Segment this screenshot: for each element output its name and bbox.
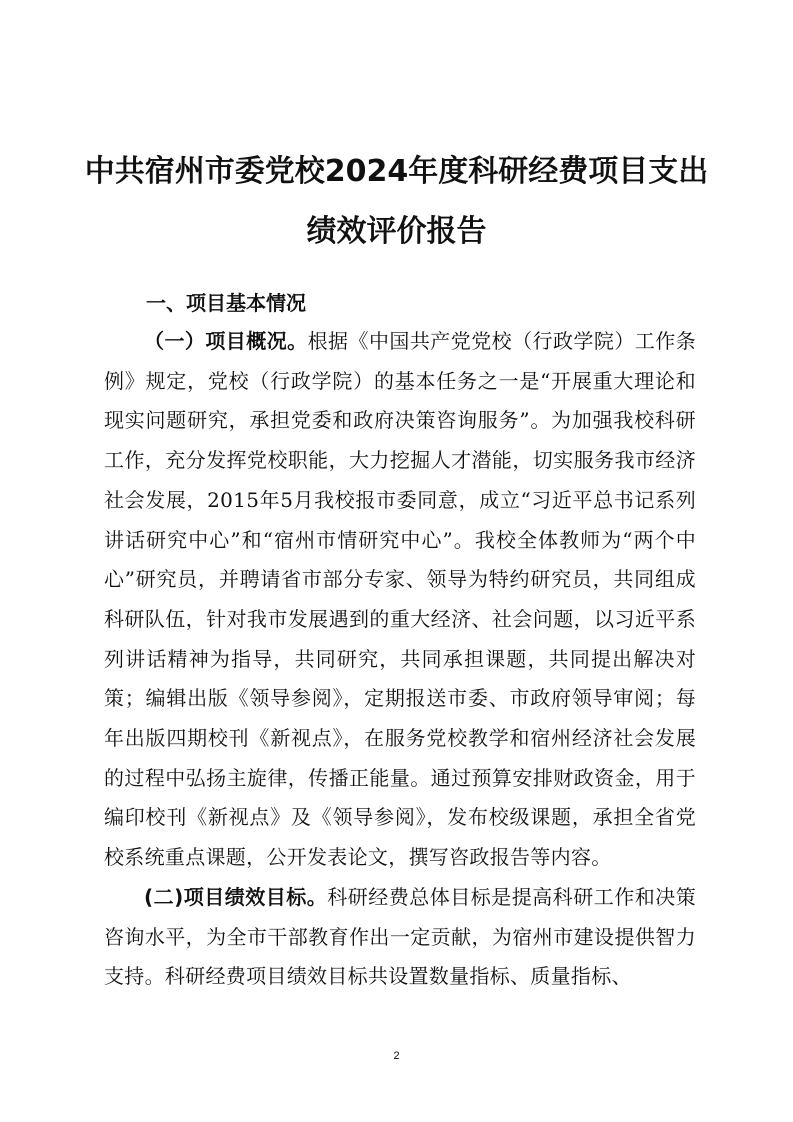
- paragraph-text: 根据《中国共产党党校（行政学院）工作条例》规定，党校（行政学院）的基本任务之一是“开展重大理论和现实问题研究，承担党委和政府决策咨询服务”。为加强我校科研工作，充分发挥党校职能，大力挖掘人才潜能，切实服务我市经济社会发展，2015年5月我校报市委同意，成立“习近平总书记系列讲话研究中心”和“宿州市情研究中心”。我校全体教师为“两个中心”研究员，并聘请省市部分专家、领导为特约研究员，共同组成科研队伍，针对我市发展遇到的重大经济、社会问题，以习近平系列讲话精神为指导，共同研究，共同承担课题，共同提出解决对策；编辑出版《领导参阅》，定期报送市委、市政府领导审阅；每年出版四期校刊《新视点》，在服务党校教学和宿州经济社会发展的过程中弘扬主旋律，传播正能量。通过预算安排财政资金，用于编印校刊《新视点》及《领导参阅》，发布校级课题，承担全省党校系统重点课题，公开发表论文，撰写咨政报告等内容。: [104, 329, 697, 870]
- paragraph-text: 科研经费总体目标是提高科研工作和决策咨询水平，为全市干部教育作出一定贡献，为宿州市建设提供智力支持。科研经费项目绩效目标共设置数量指标、质量指标、: [104, 884, 696, 989]
- page-number: 2: [393, 1050, 400, 1062]
- section-heading: 一、项目基本情况: [146, 291, 306, 315]
- document-body: [104, 322, 696, 997]
- paragraph-lead: （一）项目概况。: [144, 329, 308, 353]
- paragraph-project-overview: [104, 322, 696, 878]
- title-line-1: 中共宿州市委党校2024年度科研经费项目支出: [84, 154, 709, 189]
- paragraph-performance-goal: [104, 878, 696, 997]
- document-title: [0, 142, 793, 262]
- paragraph-lead: (二)项目绩效目标。: [144, 884, 328, 909]
- title-line-2: 绩效评价报告: [306, 214, 487, 249]
